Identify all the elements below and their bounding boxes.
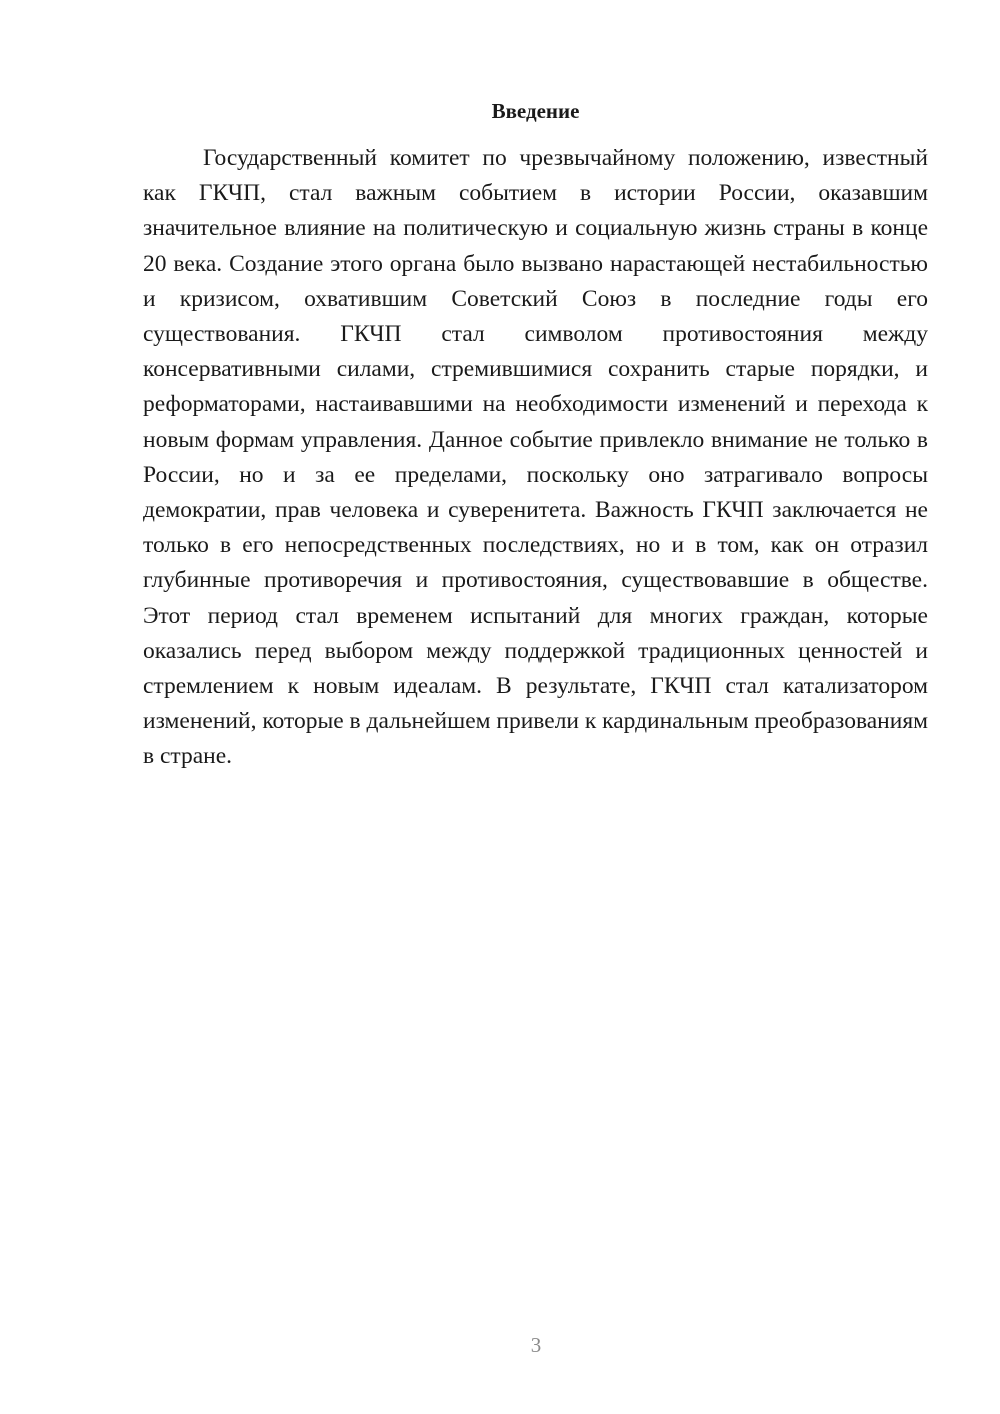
page-number: 3 (530, 1333, 542, 1357)
body-paragraph: Государственный комитет по чрезвычайному положению, известный как ГКЧП, стал важным событием в истории России, оказавшим значительное влияние на политическую и социальную жизнь страны в конце 20 века. Создание этого органа было вызвано нарастающей нестабильностью и кризисом, охватившим Советский Союз в последние годы его существования. ГКЧП стал символом противостояния между консервативными силами, стремившимися сохранить старые порядки, и реформаторами, настаивавшими на необходимости изменений и перехода к новым формам управления. Данное событие привлекло внимание не только в России, но и за ее пределами, поскольку оно затрагивало вопросы демократии, прав человека и суверенитета. Важность ГКЧП заключается не только в его непосредственных последствиях, но и в том, как он отразил глубинные противоречия и противостояния, существовавшие в обществе. Этот период стал временем испытаний для многих граждан, которые оказались перед выбором между поддержкой традиционных ценностей и стремлением к новым идеалам. В результате, ГКЧП стал катализатором изменений, которые в дальнейшем привели к кардинальным преобразованиям в стране. (143, 145, 928, 770)
section-heading: Введение (491, 99, 580, 123)
